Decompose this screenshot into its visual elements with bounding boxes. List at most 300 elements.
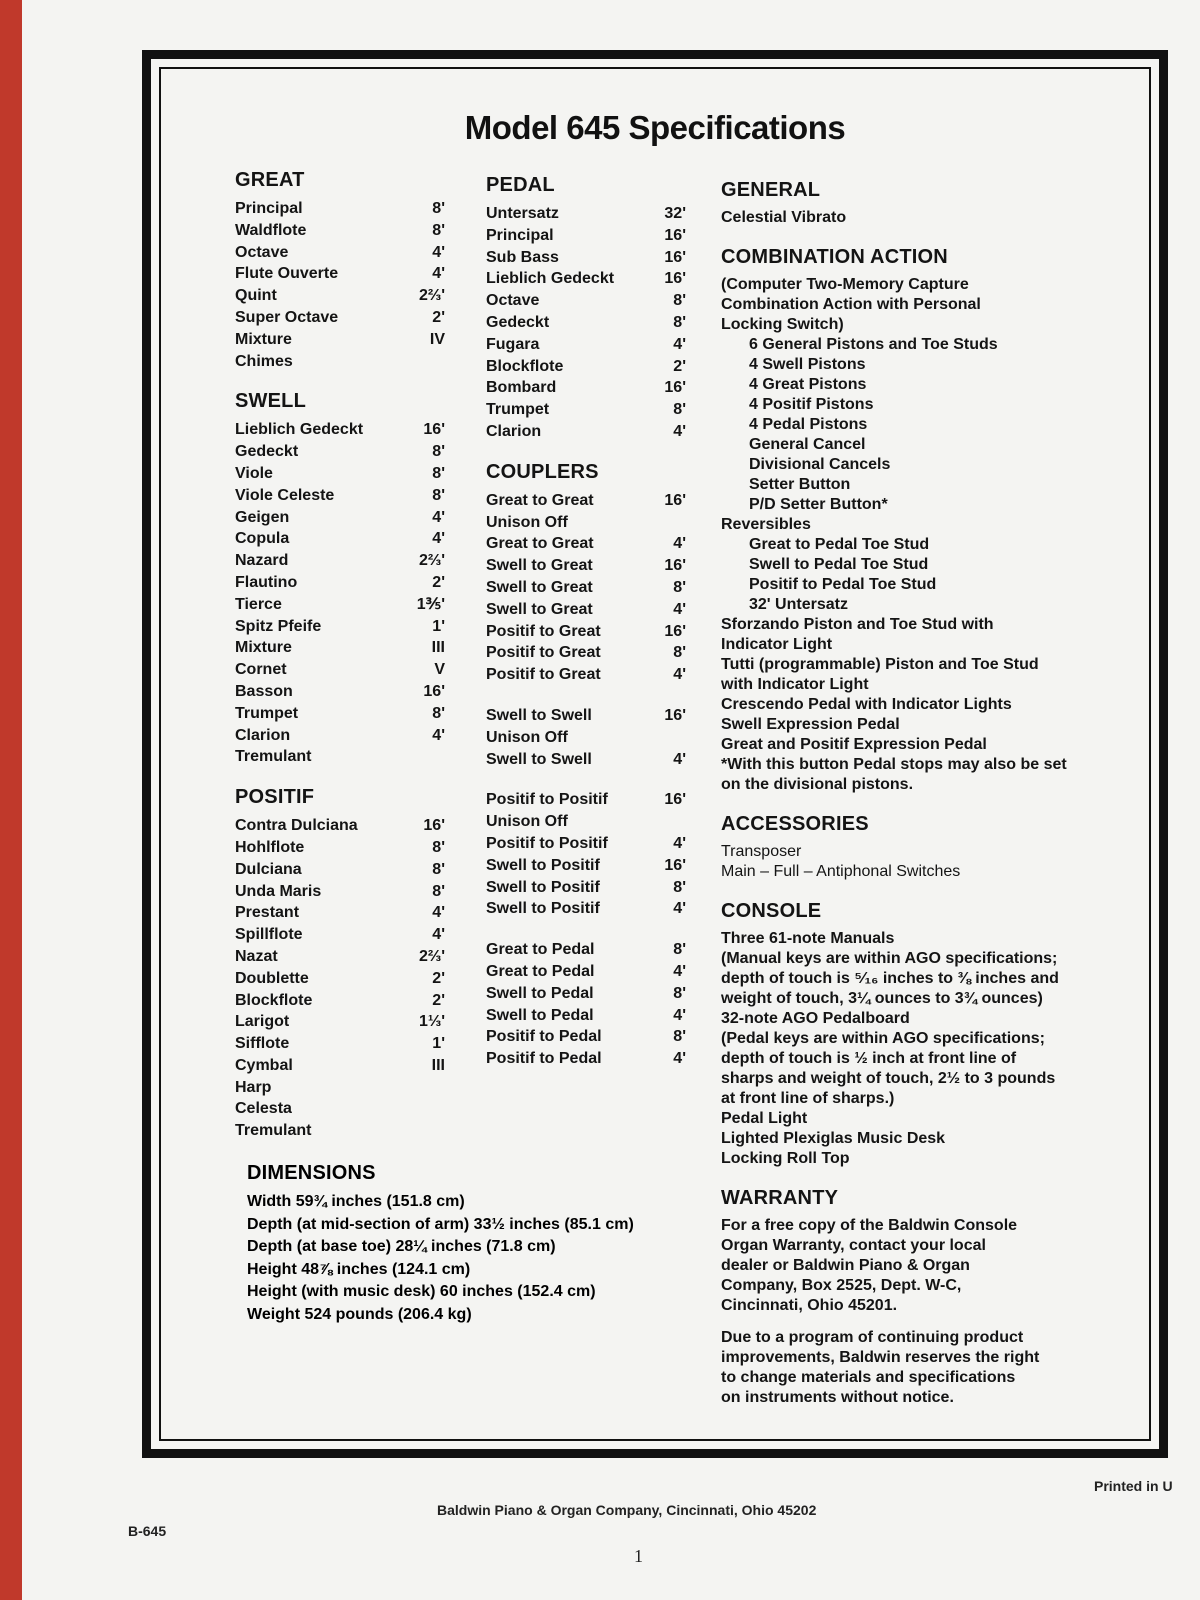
coupler-name: Great to Great <box>486 535 594 553</box>
coupler-pitch <box>654 512 686 534</box>
stop-pitch: 4' <box>432 904 445 922</box>
coupler-name: Great to Great <box>486 491 594 509</box>
combination-line: Swell Expression Pedal <box>721 716 900 733</box>
stop-name: Waldflote <box>235 221 307 239</box>
swell-stop <box>235 528 445 550</box>
footer-code: B-645 <box>128 1523 167 1539</box>
dimension-line: Weight 524 pounds (206.4 kg) <box>247 1305 472 1323</box>
combination-items <box>721 335 1101 515</box>
stop-pitch: 8' <box>432 200 445 217</box>
stop-name: Geigen <box>235 508 290 526</box>
coupler-pitch: 4' <box>673 600 686 618</box>
positif-stop <box>235 990 445 1012</box>
console-line: 32-note AGO Pedalboard <box>721 1010 910 1027</box>
coupler-name: Positif to Great <box>486 644 601 662</box>
coupler-name: Positif to Positif <box>486 834 608 852</box>
pedal-heading: PEDAL <box>486 174 555 196</box>
general-line: Celestial Vibrato <box>721 209 847 226</box>
coupler-row <box>486 898 686 920</box>
coupler-row <box>486 512 686 534</box>
stop-pitch <box>413 1077 445 1099</box>
coupler-row <box>486 939 686 961</box>
swell-stop <box>235 659 445 681</box>
positif-stop <box>235 968 445 990</box>
stop-pitch: 8' <box>673 292 686 310</box>
stop-pitch: 8' <box>432 221 445 239</box>
warranty-paragraph-1 <box>721 1216 1101 1316</box>
combination-item: Setter Button <box>749 476 851 493</box>
coupler-pitch: 4' <box>673 962 686 980</box>
footer-printed: Printed in U <box>1094 1478 1173 1494</box>
stop-name: Principal <box>486 226 554 244</box>
combination-intro <box>721 275 1101 335</box>
coupler-name: Swell to Great <box>486 578 593 596</box>
stop-pitch: 4' <box>673 335 686 353</box>
positif-stop <box>235 1098 445 1120</box>
dimensions-section <box>247 1162 707 1326</box>
dimension-line: Height 48⅞ inches (124.1 cm) <box>247 1260 471 1278</box>
coupler-pitch: 4' <box>673 834 686 852</box>
inner-border <box>159 67 1151 1441</box>
pedal-stop <box>486 356 686 378</box>
pedal-stop <box>486 203 686 225</box>
swell-stop <box>235 550 445 572</box>
coupler-name: Swell to Positif <box>486 900 600 918</box>
swell-stop <box>235 507 445 529</box>
great-stop <box>235 351 445 373</box>
stop-pitch: 8' <box>673 313 686 331</box>
stop-pitch: 16' <box>423 682 445 700</box>
stop-pitch: 1⅗' <box>416 595 445 613</box>
console-line: (Manual keys are within AGO specifications; <box>721 950 1058 967</box>
pedal-coupler-column <box>486 174 686 1070</box>
combination-item: 4 Great Pistons <box>749 376 867 393</box>
footer-company: Baldwin Piano & Organ Company, Cincinnati, Ohio 45202 <box>437 1502 817 1518</box>
positif-stop <box>235 1055 445 1077</box>
stop-name: Tremulant <box>235 748 312 766</box>
stop-name: Gedeckt <box>235 443 299 461</box>
warranty-line: dealer or Baldwin Piano & Organ <box>721 1257 970 1274</box>
stop-pitch: 16' <box>664 270 686 288</box>
stop-pitch: 4' <box>432 508 445 526</box>
coupler-row <box>486 642 686 664</box>
positif-stop <box>235 924 445 946</box>
stop-pitch: III <box>431 639 445 657</box>
stop-pitch: 4' <box>673 422 686 440</box>
positif-stop <box>235 815 445 837</box>
swell-stop <box>235 681 445 703</box>
stop-name: Dulciana <box>235 860 302 878</box>
stop-name: Tierce <box>235 595 282 613</box>
coupler-pitch: 4' <box>673 1050 686 1068</box>
stop-pitch: 8' <box>673 401 686 419</box>
stop-pitch: 1' <box>432 1035 445 1053</box>
coupler-row <box>486 877 686 899</box>
combination-after <box>721 615 1101 795</box>
console-line: depth of touch is ⁵⁄₁₆ inches to ⅜ inches and <box>721 970 1059 987</box>
stop-name: Sifflote <box>235 1035 290 1053</box>
swell-stop <box>235 419 445 441</box>
console-lines <box>721 929 1101 1169</box>
stop-name: Contra Dulciana <box>235 817 358 835</box>
stop-name: Blockflote <box>486 357 564 375</box>
combination-item: General Cancel <box>749 436 866 453</box>
stop-pitch: 16' <box>423 421 445 439</box>
stop-pitch: 4' <box>432 726 445 744</box>
stop-name: Mixture <box>235 330 292 348</box>
combination-item: P/D Setter Button* <box>749 496 888 513</box>
console-line: depth of touch is ½ inch at front line of <box>721 1050 1017 1067</box>
stop-pitch: 8' <box>432 860 445 878</box>
stop-name: Harp <box>235 1078 272 1096</box>
reversibles-label: Reversibles <box>721 516 811 533</box>
positif-stop <box>235 881 445 903</box>
coupler-row <box>486 789 686 811</box>
great-stop <box>235 307 445 329</box>
combination-line: Indicator Light <box>721 636 833 653</box>
stop-pitch <box>413 1120 445 1142</box>
coupler-row <box>486 1026 686 1048</box>
stop-name: Nazat <box>235 947 278 965</box>
combination-intro-line: Locking Switch) <box>721 316 844 333</box>
combination-line: Great and Positif Expression Pedal <box>721 736 987 753</box>
coupler-pitch: 4' <box>673 535 686 553</box>
stop-pitch: 8' <box>432 704 445 722</box>
stop-name: Flute Ouverte <box>235 265 339 283</box>
stop-name: Spitz Pfeife <box>235 617 322 635</box>
pedal-stop <box>486 399 686 421</box>
coupler-row <box>486 727 686 749</box>
combination-line: on the divisional pistons. <box>721 776 914 793</box>
page-number: 1 <box>634 1546 643 1566</box>
couplers-heading: COUPLERS <box>486 460 599 483</box>
coupler-row <box>486 833 686 855</box>
positif-stop <box>235 837 445 859</box>
manual-column-left <box>235 169 445 1142</box>
coupler-pitch: 16' <box>664 622 686 640</box>
pedal-stop-list <box>486 203 686 443</box>
coupler-row <box>486 1048 686 1070</box>
swell-stop <box>235 485 445 507</box>
coupler-row <box>486 855 686 877</box>
console-heading: CONSOLE <box>721 900 822 922</box>
coupler-name: Unison Off <box>486 728 568 746</box>
warranty-line: to change materials and specifications <box>721 1369 1016 1386</box>
combination-item: 4 Swell Pistons <box>749 356 866 373</box>
stop-pitch: 8' <box>432 838 445 856</box>
stop-pitch: 2' <box>432 573 445 591</box>
swell-stop <box>235 637 445 659</box>
coupler-pitch: 4' <box>673 750 686 768</box>
positif-stop <box>235 946 445 968</box>
warranty-heading: WARRANTY <box>721 1187 839 1209</box>
great-stop <box>235 329 445 351</box>
stop-name: Trumpet <box>486 401 550 419</box>
combination-line: Sforzando Piston and Toe Stud with <box>721 616 994 633</box>
stop-pitch <box>413 746 445 768</box>
coupler-name: Swell to Pedal <box>486 1006 594 1024</box>
page-title: Model 645 Specifications <box>464 109 846 146</box>
stop-name: Octave <box>235 243 289 261</box>
stop-pitch: 2' <box>432 969 445 987</box>
swell-stop <box>235 463 445 485</box>
coupler-name: Swell to Great <box>486 600 593 618</box>
coupler-pitch: 16' <box>664 491 686 509</box>
coupler-pitch: 8' <box>673 1028 686 1046</box>
great-stop <box>235 263 445 285</box>
great-heading: GREAT <box>235 169 305 191</box>
combination-item: 4 Pedal Pistons <box>749 416 868 433</box>
positif-stop <box>235 859 445 881</box>
stop-name: Super Octave <box>235 308 339 326</box>
coupler-group <box>486 939 686 1070</box>
coupler-group <box>486 789 686 920</box>
coupler-pitch <box>654 727 686 749</box>
stop-name: Clarion <box>486 422 542 440</box>
dimensions-lines <box>247 1191 707 1326</box>
combination-item: 4 Positif Pistons <box>749 396 874 413</box>
stop-name: Basson <box>235 682 293 700</box>
positif-stop <box>235 1033 445 1055</box>
pedal-stop <box>486 290 686 312</box>
stop-name: Lieblich Gedeckt <box>486 270 615 288</box>
dimensions-heading: DIMENSIONS <box>247 1162 376 1184</box>
swell-stop <box>235 746 445 768</box>
coupler-group <box>486 490 686 686</box>
warranty-line: Company, Box 2525, Dept. W-C, <box>721 1277 962 1294</box>
stop-pitch: 4' <box>432 265 445 283</box>
stop-pitch <box>413 351 445 373</box>
swell-stop <box>235 703 445 725</box>
warranty-line: Organ Warranty, contact your local <box>721 1237 986 1254</box>
stop-name: Cornet <box>235 661 287 679</box>
stop-pitch: 16' <box>423 817 445 835</box>
stop-pitch: 1' <box>432 617 445 635</box>
stop-pitch: 1⅓' <box>418 1013 445 1031</box>
console-line: weight of touch, 3¼ ounces to 3¾ ounces) <box>721 990 1043 1007</box>
stop-pitch: 8' <box>432 464 445 482</box>
warranty-line: Cincinnati, Ohio 45201. <box>721 1297 898 1314</box>
positif-stop <box>235 1011 445 1033</box>
coupler-name: Swell to Great <box>486 557 593 575</box>
combination-item: Divisional Cancels <box>749 456 891 473</box>
dimension-line: Depth (at base toe) 28¼ inches (71.8 cm) <box>247 1238 556 1255</box>
console-line: (Pedal keys are within AGO specifications; <box>721 1030 1045 1047</box>
stop-pitch: 2' <box>432 991 445 1009</box>
coupler-row <box>486 1005 686 1027</box>
console-line: Locking Roll Top <box>721 1150 850 1167</box>
coupler-pitch: 16' <box>664 791 686 809</box>
stop-name: Celesta <box>235 1100 292 1118</box>
accessories-heading: ACCESSORIES <box>721 813 869 835</box>
stop-name: Mixture <box>235 639 292 657</box>
stop-pitch <box>413 1098 445 1120</box>
stop-name: Copula <box>235 530 290 548</box>
coupler-row <box>486 749 686 771</box>
swell-stop-list <box>235 419 445 768</box>
combination-heading: COMBINATION ACTION <box>721 246 948 268</box>
console-line: Lighted Plexiglas Music Desk <box>721 1130 946 1147</box>
coupler-row <box>486 705 686 727</box>
stop-pitch: 8' <box>432 443 445 461</box>
outer-border <box>142 50 1168 1458</box>
stop-pitch: 8' <box>432 486 445 504</box>
great-stop <box>235 198 445 220</box>
stop-pitch: 2' <box>432 308 445 326</box>
coupler-name: Swell to Positif <box>486 856 600 874</box>
coupler-name: Great to Pedal <box>486 941 595 959</box>
stop-name: Chimes <box>235 352 293 370</box>
coupler-pitch: 4' <box>673 1006 686 1024</box>
stop-name: Lieblich Gedeckt <box>235 421 364 439</box>
document-page <box>22 0 1200 1600</box>
swell-stop <box>235 725 445 747</box>
stop-pitch: 4' <box>432 530 445 548</box>
positif-stop <box>235 902 445 924</box>
coupler-name: Swell to Positif <box>486 878 600 896</box>
stop-name: Flautino <box>235 573 298 591</box>
coupler-row <box>486 555 686 577</box>
stop-pitch: IV <box>429 330 445 348</box>
reversible-item: Positif to Pedal Toe Stud <box>749 576 937 593</box>
stop-pitch: 4' <box>432 926 445 944</box>
coupler-row <box>486 983 686 1005</box>
great-stop <box>235 220 445 242</box>
coupler-name: Unison Off <box>486 513 568 531</box>
stop-pitch: 16' <box>664 379 686 397</box>
great-stop-list <box>235 198 445 372</box>
general-column <box>721 179 1101 1408</box>
pedal-stop <box>486 312 686 334</box>
stop-pitch: 2⅔' <box>418 947 445 965</box>
stop-pitch: III <box>431 1056 445 1074</box>
stop-pitch: 2⅔' <box>418 287 445 305</box>
combination-line: *With this button Pedal stops may also be set <box>721 756 1067 773</box>
stop-pitch: V <box>434 661 445 679</box>
positif-stop <box>235 1077 445 1099</box>
reversibles-items <box>721 535 1101 615</box>
reversible-item: Great to Pedal Toe Stud <box>749 536 930 553</box>
positif-stop-list <box>235 815 445 1142</box>
accessory-line: Transposer <box>721 843 802 860</box>
stop-name: Fugara <box>486 335 540 353</box>
warranty-line: on instruments without notice. <box>721 1389 954 1406</box>
stop-name: Gedeckt <box>486 313 550 331</box>
stop-pitch: 4' <box>432 243 445 261</box>
coupler-pitch: 8' <box>673 941 686 959</box>
combination-intro-line: Combination Action with Personal <box>721 296 981 313</box>
coupler-row <box>486 664 686 686</box>
general-heading: GENERAL <box>721 179 821 201</box>
stop-name: Hohlflote <box>235 838 305 856</box>
warranty-paragraph-2 <box>721 1328 1101 1408</box>
positif-stop <box>235 1120 445 1142</box>
console-line: Three 61-note Manuals <box>721 930 895 947</box>
positif-heading: POSITIF <box>235 786 315 809</box>
coupler-row <box>486 811 686 833</box>
swell-stop <box>235 594 445 616</box>
coupler-row <box>486 621 686 643</box>
coupler-pitch: 8' <box>673 878 686 896</box>
great-stop <box>235 285 445 307</box>
stop-name: Viole Celeste <box>235 486 335 504</box>
pedal-stop <box>486 377 686 399</box>
coupler-row <box>486 490 686 512</box>
stop-name: Untersatz <box>486 205 559 222</box>
stop-name: Doublette <box>235 969 309 987</box>
pedal-stop <box>486 421 686 443</box>
console-line: sharps and weight of touch, 2½ to 3 pounds <box>721 1070 1056 1087</box>
combination-line: Crescendo Pedal with Indicator Lights <box>721 696 1012 713</box>
coupler-name: Positif to Great <box>486 666 601 684</box>
pedal-stop <box>486 268 686 290</box>
pedal-stop <box>486 225 686 247</box>
coupler-name: Positif to Great <box>486 622 601 640</box>
stop-name: Octave <box>486 292 540 310</box>
stop-name: Nazard <box>235 552 289 570</box>
stop-name: Bombard <box>486 379 557 397</box>
coupler-name: Positif to Pedal <box>486 1028 602 1046</box>
coupler-pitch: 16' <box>664 856 686 874</box>
coupler-pitch <box>654 811 686 833</box>
stop-name: Blockflote <box>235 991 313 1009</box>
stop-name: Clarion <box>235 726 291 744</box>
stop-name: Sub Bass <box>486 248 559 266</box>
reversible-item: 32' Untersatz <box>749 596 848 613</box>
combination-intro-line: (Computer Two-Memory Capture <box>721 276 969 293</box>
stop-name: Spillflote <box>235 926 303 944</box>
stop-name: Quint <box>235 287 277 305</box>
coupler-pitch: 8' <box>673 578 686 596</box>
combination-line: with Indicator Light <box>721 676 869 693</box>
coupler-row <box>486 533 686 555</box>
stop-pitch: 8' <box>432 882 445 900</box>
reversible-item: Swell to Pedal Toe Stud <box>749 556 929 573</box>
dimension-line: Height (with music desk) 60 inches (152.4 cm) <box>247 1283 596 1300</box>
stop-name: Unda Maris <box>235 882 322 900</box>
coupler-pitch: 16' <box>664 706 686 724</box>
coupler-pitch: 8' <box>673 644 686 662</box>
coupler-name: Swell to Pedal <box>486 984 594 1002</box>
coupler-pitch: 8' <box>673 984 686 1002</box>
stop-pitch: 2⅔' <box>418 552 445 570</box>
coupler-pitch: 4' <box>673 666 686 684</box>
coupler-row <box>486 599 686 621</box>
coupler-name: Great to Pedal <box>486 962 595 980</box>
coupler-name: Swell to Swell <box>486 750 592 768</box>
combination-line: Tutti (programmable) Piston and Toe Stud <box>721 656 1039 673</box>
stop-name: Larigot <box>235 1013 290 1031</box>
stop-pitch: 2' <box>673 357 686 375</box>
pedal-stop <box>486 247 686 269</box>
coupler-pitch: 4' <box>673 900 686 918</box>
coupler-pitch: 16' <box>664 557 686 575</box>
accessories-lines <box>721 842 1101 882</box>
stop-pitch: 32' <box>664 205 686 222</box>
coupler-name: Swell to Swell <box>486 706 592 724</box>
warranty-line: improvements, Baldwin reserves the right <box>721 1349 1040 1366</box>
coupler-name: Positif to Pedal <box>486 1050 602 1068</box>
stop-name: Prestant <box>235 904 300 922</box>
coupler-group <box>486 705 686 770</box>
swell-heading: SWELL <box>235 390 306 413</box>
coupler-row <box>486 961 686 983</box>
console-line: at front line of sharps.) <box>721 1090 895 1107</box>
combination-item: 6 General Pistons and Toe Studs <box>749 336 998 353</box>
stop-name: Cymbal <box>235 1056 293 1074</box>
stop-pitch: 16' <box>664 248 686 266</box>
swell-stop <box>235 572 445 594</box>
